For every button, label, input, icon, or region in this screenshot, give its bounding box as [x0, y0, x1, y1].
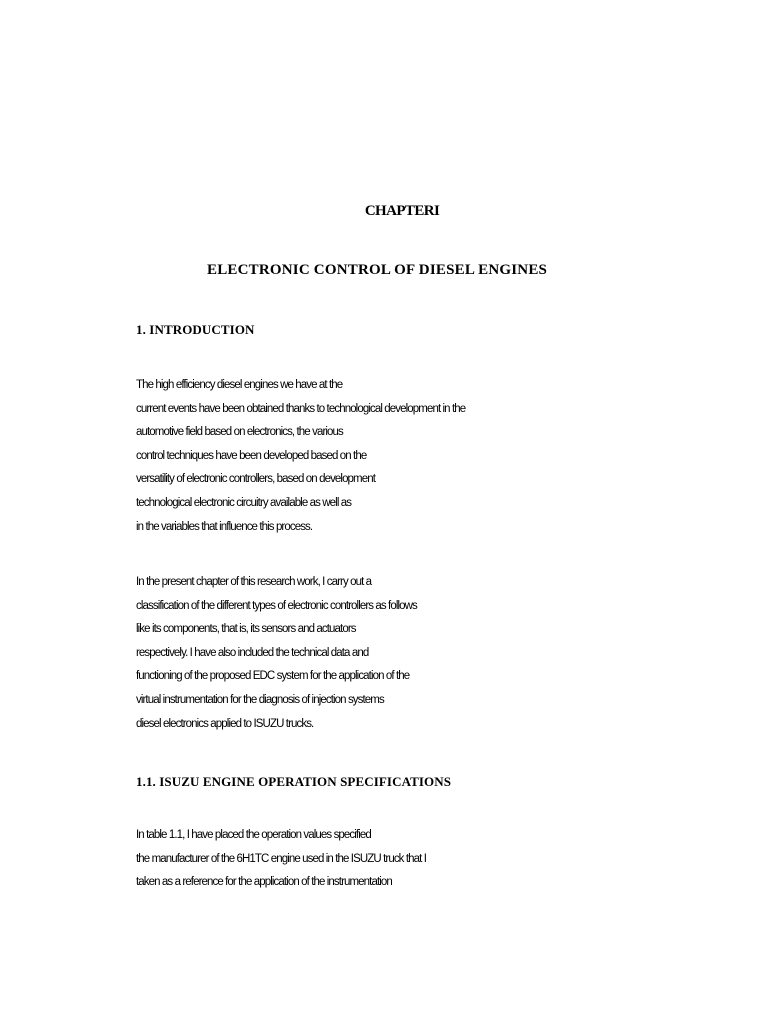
- paragraph-line: classification of the different types of electronic controllers as follows: [136, 599, 417, 612]
- paragraph-line: diesel electronics applied to ISUZU trucks.: [136, 717, 314, 730]
- paragraph-line: automotive field based on electronics, the various: [136, 426, 343, 439]
- paragraph-line: versatility of electronic controllers, based on development: [136, 473, 376, 486]
- chapter-title: ELECTRONIC CONTROL OF DIESEL ENGINES: [207, 262, 548, 278]
- paragraph-line: the manufacturer of the 6H1TC engine used in the ISUZU truck that I: [136, 852, 426, 865]
- paragraph-line: control techniques have been developed based on the: [136, 449, 367, 462]
- paragraph-line: In the present chapter of this research work, I carry out a: [136, 576, 372, 588]
- paragraph-line: in the variables that influence this process.: [136, 520, 313, 533]
- paragraph-line: The high efficiency diesel engines we have at the: [136, 379, 343, 391]
- chapter-label: CHAPTERI: [364, 203, 440, 219]
- paragraph-line: technological electronic circuitry available as well as: [136, 496, 352, 509]
- paragraph-line: like its components, that is, its sensors and actuators: [136, 623, 356, 636]
- paragraph-line: In table 1.1, I have placed the operation values specified: [136, 829, 371, 841]
- section-heading-introduction: 1. INTRODUCTION: [136, 322, 255, 337]
- paragraph-line: functioning of the proposed EDC system for the application of the: [136, 670, 410, 683]
- paragraph-line: current events have been obtained thanks to technological development in the: [136, 402, 466, 415]
- section-heading-isuzu-specifications: 1.1. ISUZU ENGINE OPERATION SPECIFICATIONS: [136, 774, 452, 789]
- paragraph-introduction-1: [136, 374, 465, 539]
- paragraph-line: respectively. I have also included the technical data and: [136, 646, 369, 659]
- paragraph-specifications-1: [136, 824, 426, 895]
- paragraph-line: taken as a reference for the application of the instrumentation: [136, 876, 392, 889]
- paragraph-introduction-2: [136, 571, 417, 736]
- paragraph-line: virtual instrumentation for the diagnosis of injection systems: [136, 693, 384, 706]
